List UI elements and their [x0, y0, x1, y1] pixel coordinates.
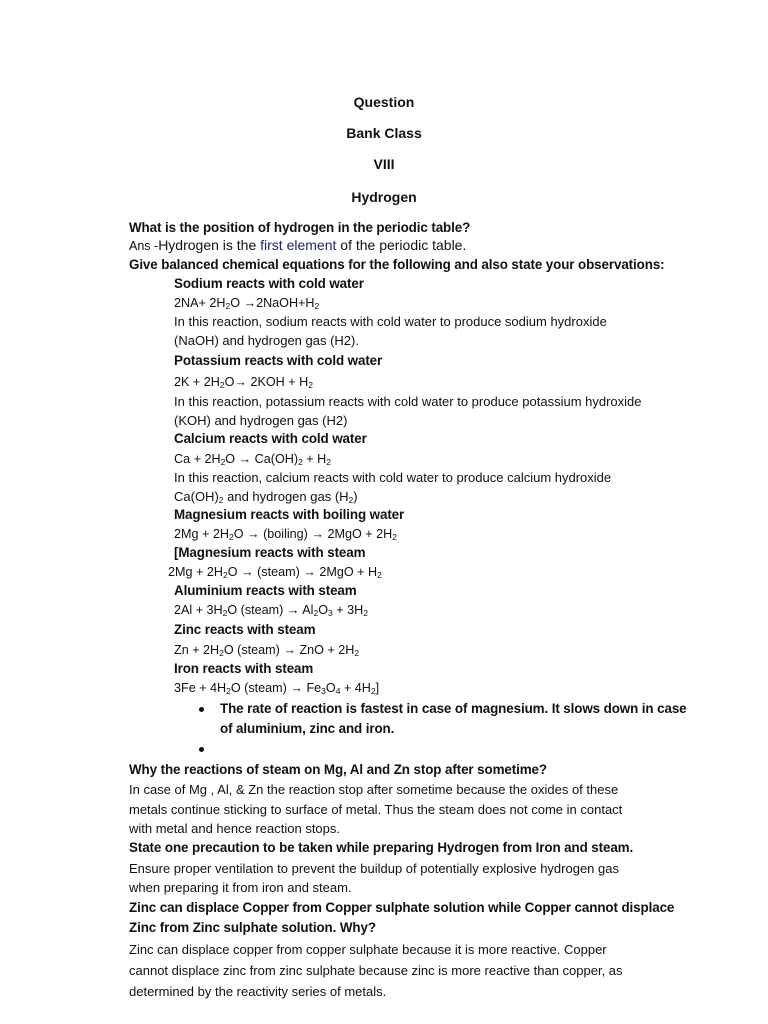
- iron-heading: Iron reacts with steam: [174, 661, 314, 676]
- question-2: Give balanced chemical equations for the following and also state your observations:: [129, 257, 665, 272]
- calcium-heading: Calcium reacts with cold water: [174, 431, 367, 446]
- title-line-class-number: VIII: [373, 156, 395, 172]
- calcium-equation: $Ca + 2H_2O \to Ca(OH)_2 + H_2$: [174, 452, 331, 467]
- question-5-line-2: Zinc from Zinc sulphate solution. Why?: [129, 920, 376, 935]
- iron-equation: $3Fe + 4H_2O$ (steam) → $Fe_3O_4 + 4H_2$]: [174, 681, 380, 696]
- question-1: What is the position of hydrogen in the periodic table?: [129, 220, 471, 235]
- answer-3-line-3: with metal and hence reaction stops.: [129, 821, 341, 836]
- answer-1: [129, 237, 466, 254]
- sodium-equation: $2NA+ 2H_2O$ $\to 2NaOH+H_2$: [174, 296, 320, 311]
- bullet-1-line-1: The rate of reaction is fastest in case of magnesium. It slows down in case: [220, 701, 687, 716]
- title-line-bank-class: Bank Class: [346, 125, 422, 141]
- potassium-note-line-2: (KOH) and hydrogen gas (H2): [174, 413, 348, 428]
- bullet-1-line-2: of aluminium, zinc and iron.: [220, 721, 395, 736]
- potassium-note-line-1: In this reaction, potassium reacts with cold water to produce potassium hydroxide: [174, 394, 642, 409]
- title-line-question: Question: [353, 94, 415, 110]
- bullet-icon: [199, 747, 204, 752]
- question-5-line-1: Zinc can displace Copper from Copper sulphate solution while Copper cannot displace: [129, 900, 675, 915]
- calcium-note-line-1: In this reaction, calcium reacts with cold water to produce calcium hydroxide: [174, 470, 612, 485]
- aluminium-equation: $2Al + 3H_2O$ (steam) → $Al_2O_3 + 3H_2$: [174, 603, 368, 618]
- answer-label: Ans -: [129, 239, 159, 253]
- answer-5-line-3: determined by the reactivity series of metals.: [129, 984, 387, 999]
- magnesium-boiling-heading: Magnesium reacts with boiling water: [174, 507, 405, 522]
- sodium-note-line-2: (NaOH) and hydrogen gas (H2).: [174, 333, 359, 348]
- aluminium-heading: Aluminium reacts with steam: [174, 583, 357, 598]
- answer-5-line-1: Zinc can displace copper from copper sulphate because it is more reactive. Copper: [129, 942, 607, 957]
- sodium-note-line-1: In this reaction, sodium reacts with cold water to produce sodium hydroxide: [174, 314, 607, 329]
- question-4: State one precaution to be taken while preparing Hydrogen from Iron and steam.: [129, 840, 634, 855]
- answer-5-line-2: cannot displace zinc from zinc sulphate because zinc is more reactive than copper, as: [129, 963, 623, 978]
- potassium-heading: Potassium reacts with cold water: [174, 353, 383, 368]
- zinc-equation: $Zn + 2H_2O$ (steam) → ZnO + $2H_2$: [174, 643, 360, 658]
- potassium-equation: $2K + 2H_2O\to 2KOH + H_2$: [174, 375, 313, 390]
- magnesium-boiling-equation: $2Mg + 2H_2O$ → (boiling) → $2MgO + 2H_2$: [174, 527, 397, 542]
- answer-1-text-a: Hydrogen is the: [158, 237, 261, 253]
- title-line-subject: Hydrogen: [351, 189, 417, 205]
- question-3: Why the reactions of steam on Mg, Al and Zn stop after sometime?: [129, 762, 547, 777]
- magnesium-steam-equation: $2Mg + 2H_2O$ → (steam) → $2MgO + H_2$: [168, 565, 382, 580]
- answer-1-text-b: of the periodic table.: [336, 237, 467, 253]
- sodium-heading: Sodium reacts with cold water: [174, 276, 364, 291]
- answer-4-line-2: when preparing it from iron and steam.: [129, 880, 352, 895]
- calcium-note-line-2: $Ca(OH)_2$ and hydrogen gas $(H_2)$: [174, 489, 358, 505]
- answer-4-line-1: Ensure proper ventilation to prevent the buildup of potentially explosive hydrogen gas: [129, 861, 619, 876]
- zinc-heading: Zinc reacts with steam: [174, 622, 316, 637]
- answer-3-line-2: metals continue sticking to surface of metal. Thus the steam does not come in contact: [129, 802, 623, 817]
- magnesium-steam-heading: [Magnesium reacts with steam: [174, 545, 366, 560]
- answer-1-highlight: first element: [260, 237, 337, 253]
- answer-3-line-1: In case of Mg , Al, & Zn the reaction stop after sometime because the oxides of these: [129, 782, 619, 797]
- bullet-icon: [199, 707, 204, 712]
